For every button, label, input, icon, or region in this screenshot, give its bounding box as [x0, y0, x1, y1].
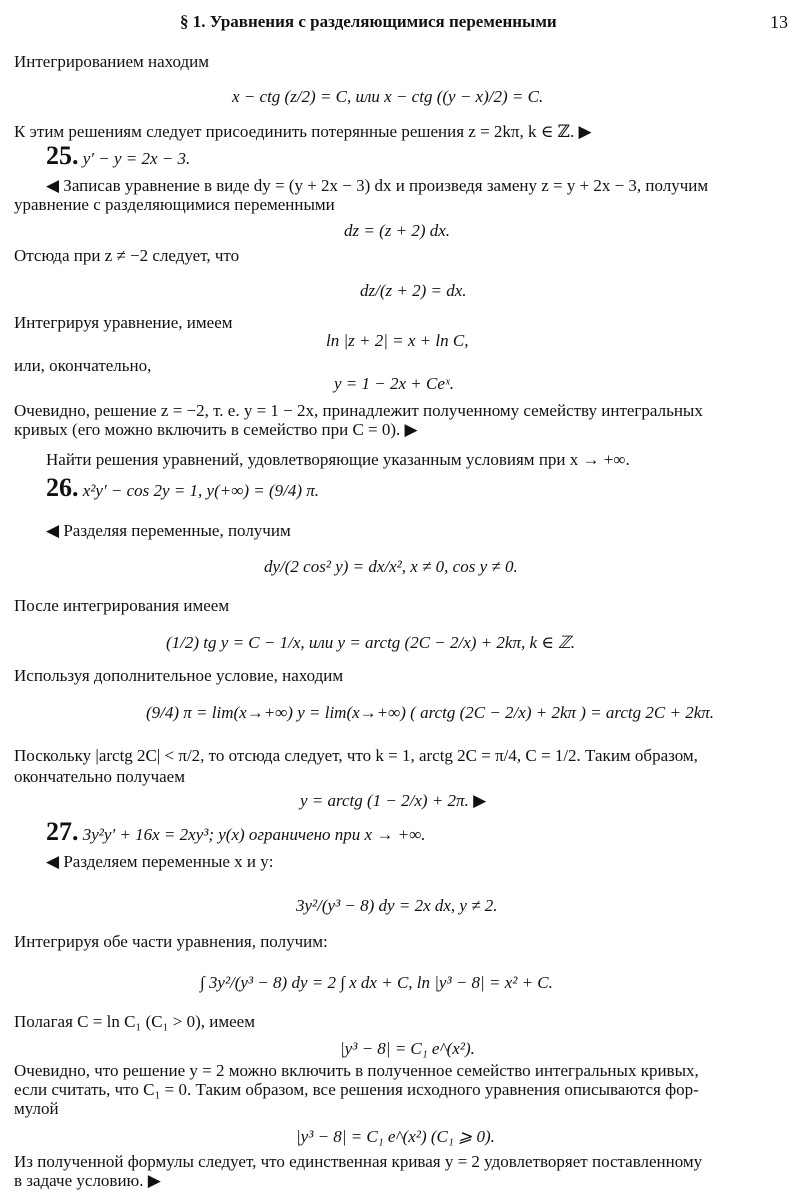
text-line: или, окончательно, [14, 356, 152, 375]
text-line: Интегрируя обе части уравнения, получим: [14, 932, 328, 951]
text-line: ◀ Разделяя переменные, получим [46, 521, 291, 540]
text-line: мулой [14, 1099, 59, 1118]
equation: dz = (z + 2) dx. [344, 221, 451, 240]
equation: dy/(2 cos² y) = dx/x², x ≠ 0, cos y ≠ 0. [264, 557, 518, 576]
problem-statement: x²y′ − cos 2y = 1, y(+∞) = (9/4) π. [82, 481, 320, 500]
text-line: ◀ Разделяем переменные x и y: [46, 852, 274, 871]
text-line: Используя дополнительное условие, находим [14, 666, 344, 685]
equation: 3y²/(y³ − 8) dy = 2x dx, y ≠ 2. [296, 896, 498, 915]
equation: (9/4) π = lim(x→+∞) y = lim(x→+∞) ( arctg (2C − 2/x) + 2kπ ) = arctg 2C + 2kπ. [146, 703, 715, 722]
text-line: После интегрирования имеем [14, 596, 230, 615]
text-line: уравнение с разделяющимися переменными [14, 195, 335, 214]
text-line: Найти решения уравнений, удовлетворяющие указанным условиям при x → +∞. [46, 450, 630, 469]
equation: |y³ − 8| = C₁ e^(x²). [340, 1039, 475, 1058]
text-line: Из полученной формулы следует, что единственная кривая y = 2 удовлетворяет поставленному [14, 1152, 703, 1171]
equation: x − ctg (z/2) = C, или x − ctg ((y − x)/2) = C. [232, 87, 544, 106]
problem-number: 26. [46, 473, 79, 502]
text-line: кривых (его можно включить в семейство при C = 0). ▶ [14, 420, 418, 439]
running-header-title: § 1. Уравнения с разделяющимися переменными [180, 12, 557, 31]
page-number: 13 [770, 12, 788, 32]
problem-number: 27. [46, 817, 79, 846]
problem-statement: 3y²y′ + 16x = 2xy³; y(x) ограничено при x → +∞. [82, 825, 426, 844]
text-line: Интегрированием находим [14, 52, 210, 71]
equation: dz/(z + 2) = dx. [360, 281, 467, 300]
problem-25 [46, 141, 191, 170]
text-line: окончательно получаем [14, 767, 185, 786]
equation: y = 1 − 2x + Ceˣ. [334, 374, 454, 393]
equation: (1/2) tg y = C − 1/x, или y = arctg (2C − 2/x) + 2kπ, k ∈ ℤ. [166, 633, 576, 652]
equation: ∫ 3y²/(y³ − 8) dy = 2 ∫ x dx + C, ln |y³ − 8| = x² + C. [200, 973, 553, 992]
text-line: Отсюда при z ≠ −2 следует, что [14, 246, 240, 265]
problem-27 [46, 817, 426, 846]
equation: |y³ − 8| = C₁ e^(x²) (C₁ ⩾ 0). [296, 1127, 495, 1146]
text-line: ◀ Записав уравнение в виде dy = (y + 2x − 3) dx и произведя замену z = y + 2x − 3, получим [46, 176, 709, 195]
text-line: Очевидно, что решение y = 2 можно включить в полученное семейство интегральных кривых, [14, 1061, 699, 1080]
text-line: Поскольку |arctg 2C| < π/2, то отсюда следует, что k = 1, arctg 2C = π/4, C = 1/2. Таким образом, [14, 746, 698, 765]
equation: ln |z + 2| = x + ln C, [326, 331, 469, 350]
problem-number: 25. [46, 141, 79, 170]
problem-statement: y′ − y = 2x − 3. [82, 149, 191, 168]
text-line: если считать, что C₁ = 0. Таким образом, все решения исходного уравнения описываются фор- [14, 1080, 699, 1099]
equation: y = arctg (1 − 2/x) + 2π. ▶ [300, 791, 487, 810]
text-line: в задаче условию. ▶ [14, 1171, 161, 1190]
text-line: Очевидно, решение z = −2, т. е. y = 1 − 2x, принадлежит полученному семейству интегральных [14, 401, 703, 420]
text-line: Полагая C = ln C₁ (C₁ > 0), имеем [14, 1012, 255, 1031]
problem-26 [46, 473, 320, 502]
text-line: К этим решениям следует присоединить потерянные решения z = 2kπ, k ∈ ℤ. ▶ [14, 122, 592, 141]
text-line: Интегрируя уравнение, имеем [14, 313, 233, 332]
